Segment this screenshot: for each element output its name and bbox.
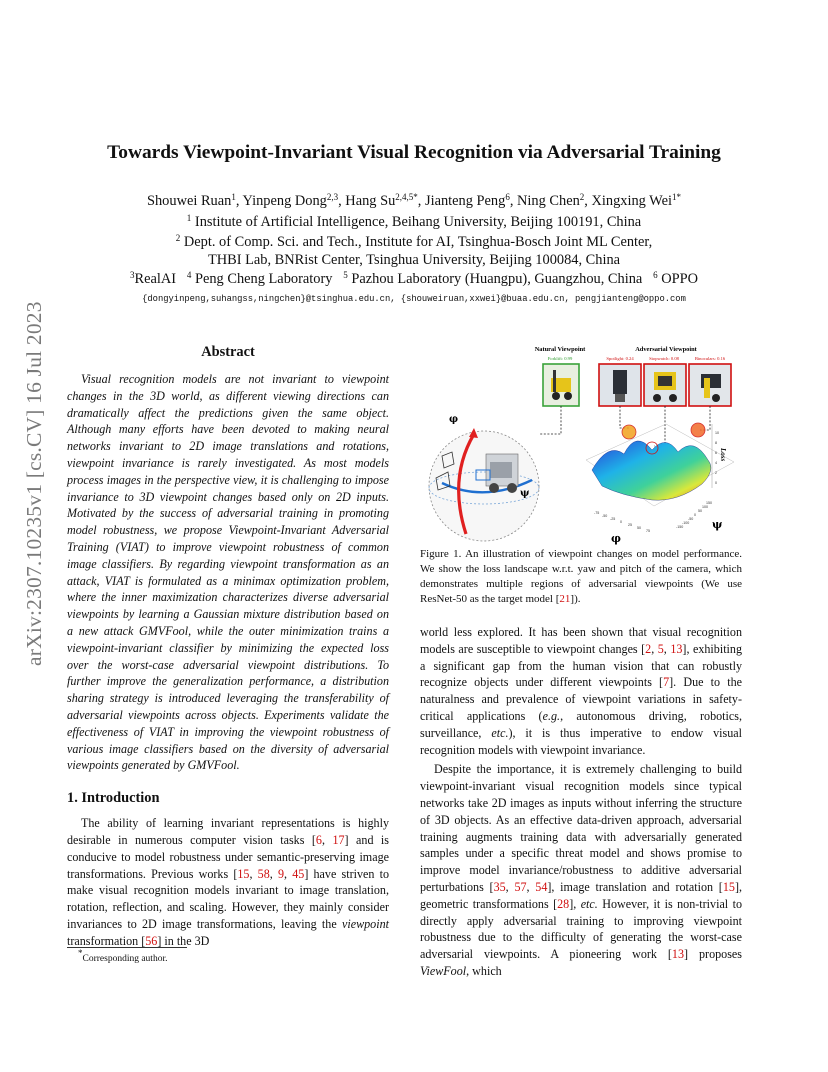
adversarial-thumbnail xyxy=(599,364,641,406)
affiliation-2-cont xyxy=(60,252,768,269)
tick-label: 8 xyxy=(715,441,717,445)
phi-ticks xyxy=(594,511,650,533)
citation-link[interactable]: 9 xyxy=(277,866,285,881)
citation-link[interactable]: 58 xyxy=(257,866,270,881)
citation-link[interactable]: 28 xyxy=(557,896,570,911)
right-column xyxy=(420,624,742,983)
citation-link[interactable]: 35 xyxy=(493,879,506,894)
adversarial-thumbnail xyxy=(644,364,686,406)
citation-link[interactable]: 13 xyxy=(671,947,685,962)
author-name: Xingxing Wei xyxy=(591,193,673,209)
affil-text: THBI Lab, BNRist Center, Tsinghua University, Beijing 100084, China xyxy=(207,252,621,268)
viewpoint-sphere xyxy=(429,414,539,541)
adv-prediction: Binoculars: 0.16 xyxy=(694,356,726,361)
caption-label: Figure 1. xyxy=(420,548,462,560)
text-run: ], image translation and rotation [ xyxy=(547,879,723,894)
text-run: The ability of learning invariant representations is highly desirable in numerous computer vision tasks [ xyxy=(67,816,389,847)
tick-label: -50 xyxy=(602,514,608,518)
author-affil: 2,4,5* xyxy=(395,192,418,202)
emphasis: etc. xyxy=(491,725,509,740)
emphasis: e.g. xyxy=(542,708,561,723)
text-run: ] in the 3D xyxy=(157,933,210,948)
psi-axis-label: ψ xyxy=(712,518,723,531)
loss-axis-label: Loss xyxy=(719,448,727,462)
text-run: ], xyxy=(569,896,581,911)
text-run: , xyxy=(321,832,333,847)
phi-symbol: φ xyxy=(449,414,459,425)
abstract-heading: Abstract xyxy=(201,344,255,360)
text-run: , xyxy=(505,879,515,894)
tick-label: 25 xyxy=(628,523,632,527)
text-run: transformation [ xyxy=(67,933,146,948)
citation-link[interactable]: 54 xyxy=(535,879,548,894)
citation-link[interactable]: 56 xyxy=(145,933,158,948)
text-run: ] proposes xyxy=(684,947,742,962)
footnote xyxy=(78,948,168,964)
figure-caption xyxy=(420,547,742,607)
text-run: ), it is thus imperative to endow visual recognition models with viewpoint invariance. xyxy=(420,725,742,757)
adversarial-viewpoint-label: Adversarial Viewpoint xyxy=(635,346,697,353)
natural-prediction: Forklift: 0.99 xyxy=(547,356,573,361)
text-run: , xyxy=(663,641,671,656)
affil-text: Pazhou Laboratory (Huangpu), Guangzhou, China xyxy=(351,271,643,287)
adversarial-thumbnail xyxy=(689,364,731,406)
citation-link[interactable]: 17 xyxy=(332,832,345,847)
text-run: ], geometric transformations [ xyxy=(420,879,742,911)
author-emails: {dongyinpeng,suhangss,ningchen}@tsinghua.edu.cn, {shouweiruan,xxwei}@buaa.edu.cn, pengjianteng@oppo.com xyxy=(142,294,686,304)
tick-label: 150 xyxy=(706,501,712,505)
tick-label: 2 xyxy=(715,471,717,475)
text-run: , autonomous driving, robotics, surveillance, xyxy=(420,708,742,740)
affil-text: Institute of Artificial Intelligence, Beihang University, Beijing 100191, China xyxy=(194,214,642,230)
section-heading: 1. Introduction xyxy=(67,790,160,807)
affil-number: 4 xyxy=(186,270,192,280)
tick-label: -100 xyxy=(682,521,690,525)
citation-link[interactable]: 15 xyxy=(722,879,735,894)
tick-label: 4 xyxy=(715,461,717,465)
arxiv-stamp: arXiv:2307.10235v1 [cs.CV] 16 Jul 2023 xyxy=(22,301,46,667)
footnote-mark: * xyxy=(78,948,83,958)
tick-label: 0 xyxy=(715,481,717,485)
citation-link[interactable]: 15 xyxy=(237,866,250,881)
author-affil: 1 xyxy=(231,192,236,202)
text-run: , xyxy=(284,866,293,881)
natural-thumbnail xyxy=(543,364,579,406)
intro-paragraph xyxy=(67,815,389,949)
author-name: Hang Su xyxy=(345,193,396,209)
citation-link[interactable]: 45 xyxy=(292,866,305,881)
affil-text: RealAI xyxy=(134,271,177,287)
affiliation-2 xyxy=(60,234,768,251)
citation-link[interactable]: 13 xyxy=(670,641,683,656)
text-run: , xyxy=(269,866,278,881)
author-affil: 2 xyxy=(579,192,585,202)
text-run: Despite the importance, it is extremely challenging to build viewpoint-invariant visual recognition models since typical networks take 2D images as inputs without inferring the structure of 3D objects. As an effective data-driven approach, adversarial training augments training data with adversarially generated samples under a specific threat model and shows promise to improve model invariance/robustness to additive adversarial perturbations [ xyxy=(420,762,742,894)
text-run: ] and is conducive to model robustness under semantic-preserving image transformations. Previous works [ xyxy=(67,832,390,881)
loss-ticks xyxy=(715,431,719,485)
tick-label: 6 xyxy=(715,451,717,455)
citation-link[interactable]: 21 xyxy=(559,592,571,605)
footnote-rule xyxy=(67,947,187,948)
tick-label: 50 xyxy=(637,526,641,530)
affiliation-1 xyxy=(60,214,768,231)
affil-number: 3 xyxy=(130,270,135,280)
text-run: , xyxy=(249,866,258,881)
figure-1 xyxy=(416,338,746,546)
affiliation-3-6 xyxy=(60,271,768,288)
tick-label: -75 xyxy=(594,511,600,515)
text-run: , which xyxy=(466,963,502,978)
citation-link[interactable]: 7 xyxy=(663,675,670,690)
citation-link[interactable]: 6 xyxy=(315,832,322,847)
tick-label: -25 xyxy=(610,517,616,521)
body-paragraph xyxy=(420,624,742,758)
author-affil: 6 xyxy=(505,192,510,202)
psi-symbol: ψ xyxy=(520,488,530,499)
affil-text: Peng Cheng Laboratory xyxy=(194,271,333,287)
affil-number: 5 xyxy=(343,270,348,280)
tick-label: 0 xyxy=(694,513,696,517)
natural-viewpoint-label: Natural Viewpoint xyxy=(534,346,586,353)
affil-number: 6 xyxy=(653,270,658,280)
text-run: However, it is non-trivial to directly apply adversarial training to improving viewpoint robustness due to the difficulty of generating the worst-case adversarial viewpoints. A pioneering work [ xyxy=(420,896,742,962)
text-run: world less explored. It has been shown that visual recognition models are susceptible to viewpoint changes [ xyxy=(420,625,742,656)
footnote-text: Corresponding author. xyxy=(82,954,168,964)
text-run: ]). xyxy=(570,592,581,605)
tick-label: 75 xyxy=(646,529,650,533)
text-run: An illustration of viewpoint changes on model performance. We show the loss landscape w.r.t. yaw and pitch of the camera, which demonstrates multiple regions of adversarial viewpoints (We use ResNet-50 as the target model [ xyxy=(420,548,742,605)
tick-label: 50 xyxy=(698,509,702,513)
affil-text: OPPO xyxy=(661,271,698,287)
affil-number: 2 xyxy=(175,233,181,243)
citation-link[interactable]: 5 xyxy=(657,641,664,656)
author-name: Shouwei Ruan xyxy=(146,193,232,209)
tick-label: -50 xyxy=(688,517,694,521)
author-name: Ning Chen xyxy=(517,193,580,209)
tick-label: 100 xyxy=(702,505,708,509)
emphasis: ViewFool xyxy=(420,963,467,978)
adv-prediction: Stopwatch: 0.08 xyxy=(649,356,679,361)
citation-link[interactable]: 2 xyxy=(645,641,652,656)
text-run: ], exhibiting a significant gap from the human vision that can robustly recognize objects under different viewpoints [ xyxy=(420,641,743,690)
text-run: , xyxy=(651,641,658,656)
author-affil: 2,3 xyxy=(326,192,339,202)
emphasis: etc. xyxy=(580,896,598,911)
text-run: , xyxy=(526,879,536,894)
left-column xyxy=(67,344,389,950)
paper-title: Towards Viewpoint-Invariant Visual Recognition via Adversarial Training xyxy=(107,142,721,163)
psi-ticks xyxy=(676,501,712,529)
tick-label: 10 xyxy=(715,431,719,435)
citation-link[interactable]: 57 xyxy=(514,879,527,894)
body-paragraph xyxy=(420,761,742,979)
phi-axis-label: φ xyxy=(611,532,621,545)
text-run: ]. Due to the naturalness and prevalence of viewpoint variations in safety-critical applications ( xyxy=(420,675,742,723)
emphasis: viewpoint xyxy=(341,916,389,931)
author-list: Shouwei Ruan$^1$, Yinpeng Dong$^{2,3}$, Hang $Su^{2,4,5*}$, Jianteng Peng$^6$, Ning Chen$^2$, Xingxing Wei$^{1*}$ xyxy=(146,192,682,209)
author-affil: 1* xyxy=(672,192,682,202)
loss-landscape xyxy=(586,423,734,506)
adv-prediction: Spotlight: 0.24 xyxy=(606,356,634,361)
abstract-text: Visual recognition models are not invariant to viewpoint changes in the 3D world, as different viewing directions can dramatically affect the predictions given the same object. Although many efforts have been devoted to making neural networks invariant to 2D image translations and rotations, viewpoint invariance is rarely investigated. As most models process images in the perspective view, it is challenging to impose invariance to 3D viewpoint changes based only on 2D inputs. Motivated by the success of adversarial training in promoting model robustness, we propose Viewpoint-Invariant Adversarial Training (VIAT) to improve viewpoint robustness of common image classifiers. By regarding viewpoint transformation as an attack, VIAT is formulated as a minimax optimization problem, where the inner maximization characterizes diverse adversarial viewpoints by learning a Gaussian mixture distribution based on a new attack GMVFool, while the outer minimization trains a viewpoint-invariant classifier by minimizing the expected loss over the worst-case adversarial viewpoint distributions. To further improve the generalization performance, a distribution sharing strategy is introduced leveraging the transferability of adversarial viewpoints across objects. Experiments validate the effectiveness of VIAT in improving the viewpoint robustness of various image classifiers based on the diversity of adversarial viewpoints generated by GMVFool. xyxy=(67,372,389,773)
author-name: Yinpeng Dong xyxy=(242,193,327,209)
author-name: Jianteng Peng xyxy=(424,193,506,209)
tick-label: -150 xyxy=(676,525,684,529)
affil-number: 1 xyxy=(186,213,192,223)
affil-text: Dept. of Comp. Sci. and Tech., Institute for AI, Tsinghua-Bosch Joint ML Center, xyxy=(183,234,653,250)
tick-label: 0 xyxy=(620,520,622,524)
text-run: ] have striven to make visual recognition models invariant to image translation, rotation, reflection, and scaling. However, they mainly consider invariances to 2D image transformations, leaving the xyxy=(67,866,390,931)
